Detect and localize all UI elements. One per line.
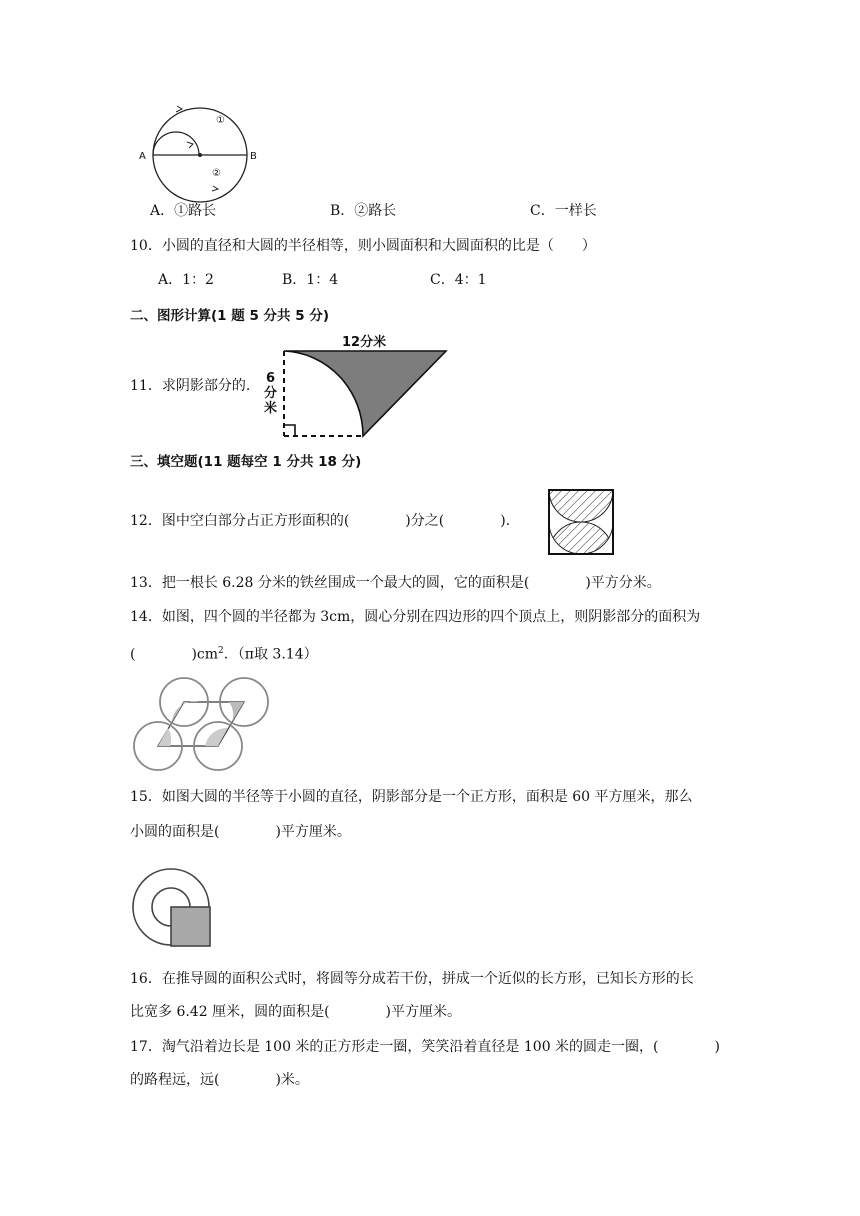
q15-line-2: 小圆的面积是( )平方厘米。	[130, 824, 351, 840]
q14-line-1: 14．如图，四个圆的半径都为 3cm，圆心分别在四边形的四个顶点上，则阴影部分的面积为	[130, 609, 701, 625]
q12-stem: 12．图中空白部分占正方形面积的( )分之( ).	[130, 513, 511, 529]
q14-line-2	[130, 641, 318, 665]
q10-option-a[interactable]: A．1：2	[158, 272, 214, 288]
q11-top-length-label: 12分米	[342, 335, 387, 350]
q9-option-b[interactable]: B．②路长	[330, 203, 397, 219]
q15-circles-square-figure	[130, 866, 220, 956]
q12-square-figure	[547, 488, 615, 556]
q11-side-label-mi: 米	[264, 401, 278, 416]
section-3-title: 三、填空题(11 题每空 1 分共 18 分)	[130, 454, 362, 470]
q14-line-2-suffix: ．（π取 3.14）	[223, 646, 318, 663]
q14-line-2-prefix: ( )cm	[130, 646, 219, 663]
q9-point-b-label: B	[250, 151, 257, 162]
q11-side-label-6: 6	[266, 371, 276, 386]
q13-stem: 13．把一根长 6.28 分米的铁丝围成一个最大的圆，它的面积是( )平方分米。	[130, 575, 661, 591]
q9-route-figure	[130, 100, 270, 200]
q9-point-a-label: A	[139, 151, 146, 162]
q9-circled-2-label: ②	[212, 168, 221, 179]
q14-line-2-superscript: 2	[218, 646, 224, 656]
q10-stem: 10．小圆的直径和大圆的半径相等，则小圆面积和大圆面积的比是（ ）	[130, 238, 596, 254]
q9-option-a[interactable]: A．①路长	[150, 203, 217, 219]
q16-line-1: 16．在推导圆的面积公式时，将圆等分成若干份，拼成一个近似的长方形，已知长方形的长	[130, 971, 694, 987]
q15-line-1: 15．如图大圆的半径等于小圆的直径，阴影部分是一个正方形，面积是 60 平方厘米，那么	[130, 789, 693, 805]
q11-shaded-figure	[260, 330, 460, 440]
q9-option-c[interactable]: C．一样长	[530, 203, 597, 219]
q10-option-b[interactable]: B．1：4	[282, 272, 339, 288]
section-2-title: 二、图形计算(1 题 5 分共 5 分)	[130, 308, 330, 324]
q11-side-label-fen: 分	[264, 386, 278, 401]
q10-option-c[interactable]: C．4：1	[430, 272, 487, 288]
q9-circled-1-label: ①	[216, 115, 225, 126]
q16-line-2: 比宽多 6.42 厘米，圆的面积是( )平方厘米。	[130, 1004, 461, 1020]
q11-stem: 11．求阴影部分的.	[130, 378, 251, 394]
q17-line-1: 17．淘气沿着边长是 100 米的正方形走一圈，笑笑沿着直径是 100 米的圆走一圈，( )	[130, 1039, 720, 1055]
q14-four-circles-figure	[128, 676, 273, 776]
q17-line-2: 的路程远，远( )米。	[130, 1072, 309, 1088]
